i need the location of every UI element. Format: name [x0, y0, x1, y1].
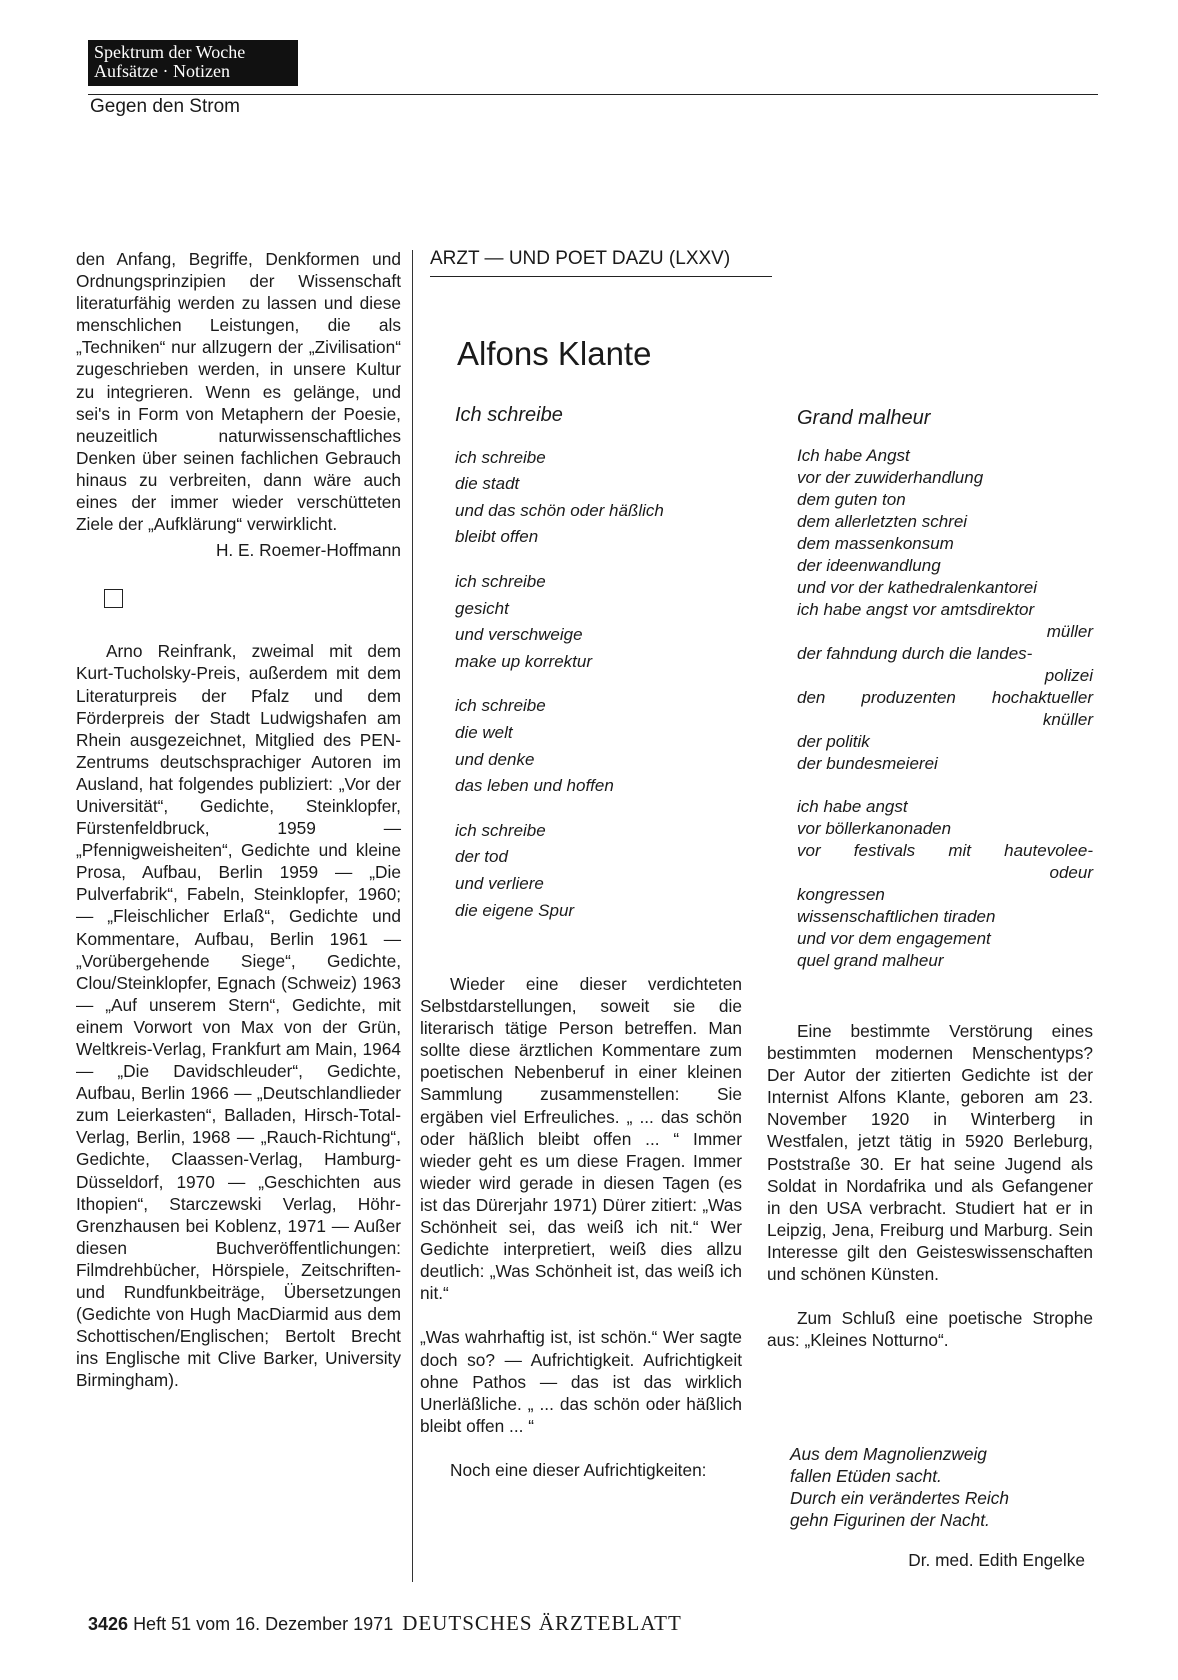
poem1-stanza [455, 445, 745, 551]
section-label [88, 40, 298, 86]
poem-grand-malheur [797, 407, 1093, 993]
poem-line: vor festivals mit hautevolee- [797, 841, 1093, 860]
poem-line: ich schreibe [455, 571, 546, 591]
closing-line: Aus dem Magnolienzweig [790, 1444, 987, 1464]
poem-line: der politik [797, 732, 870, 751]
poem1-title: Ich schreibe [455, 404, 563, 426]
left-paragraph-2: Arno Reinfrank, zweimal mit dem Kurt-Tucholsky-Preis, außerdem mit dem Literaturpreis der Pfalz und dem Förderpreis der Stadt Ludwigshafen am Rhein ausgezeichnet, Mitglied des PEN-Zentrums deutschsprachiger Autoren im Ausland, hat folgendes publiziert: „Vor der Universität“, Gedichte, Steinklopfer, Fürstenfeldbruck, 1959 — „Pfennigweisheiten“, Gedichte und kleine Prosa, Aufbau, Berlin 1959 — „Die Pulverfabrik“, Fabeln, Steinklopfer, 1960; — „Fleischlicher Erlaß“, Gedichte und Kommentare, Aufbau, Berlin 1961 — „Vorübergehende Siege“, Gedichte, Clou/Steinklopfer, Egnach (Schweiz) 1963 — „Auf unserem Stern“, Gedichte, mit einem Vorwort von Max von der Grün, Weltkreis-Verlag, Frankfurt am Main, 1964 — „Die Davidschleuder“, Gedichte, Aufbau, Berlin 1966 — „Deutschlandlieder zum Leierkasten“, Balladen, Hirsch-Total-Verlag, Berlin, 1968 — „Rauch-Richtung“, Gedichte, Claassen-Verlag, Hamburg-Düsseldorf, 1970 — „Geschichten aus Ithopien“, Starczewski Verlag, Höhr-Grenzhausen bei Koblenz, 1971 — Außer diesen Buchveröffentlichungen: Filmdrehbücher, Hörspiele, Zeitschriften- und Rundfunkbeiträge, Übersetzungen (Gedichte von Hugh MacDiarmid aus dem Schottischen/Englischen; Bertolt Brecht ins Englische mit Clive Barker, University Birmingham). [76, 641, 401, 1391]
poem-line: und verliere [455, 873, 544, 893]
middle-paragraph-2: „Was wahrhaftig ist, ist schön.“ Wer sagte doch so? — Aufrichtigkeit. Aufrichtigkeit ohne Pathos — das ist das wirklich Unerläßliche. „ ... das schön oder häßlich bleibt offen ... “ [420, 1327, 742, 1436]
poem1-stanza [455, 693, 745, 799]
closing-line: gehn Figurinen der Nacht. [790, 1510, 990, 1531]
poem-line: vor der zuwiderhandlung [797, 468, 984, 487]
poem2-stanza [797, 796, 1093, 972]
right-paragraph-2: Zum Schluß eine poetische Strophe aus: „Kleines Notturno“. [767, 1308, 1093, 1351]
left-signature: H. E. Roemer-Hoffmann [215, 540, 401, 561]
middle-column [420, 973, 742, 1503]
poem-line: polizei [1044, 666, 1093, 685]
right-paragraph-1: Eine bestimmte Verstörung eines bestimmten modernen Menschentyps? Der Autor der zitierten Gedichte ist der Internist Alfons Klante, geboren am 23. November 1920 in Winterberg in Westfalen, jetzt tätig in 5920 Berleburg, Poststraße 30. Er hat seine Jugend als Soldat in Nordafrika und als Gefangener in den USA verbracht. Studiert hat er in Leipzig, Jena, Freiburg und Marburg. Sein Interesse gilt den Geisteswissenschaften und schönen Künsten. [767, 1021, 1093, 1285]
left-paragraph-1: den Anfang, Begriffe, Denkformen und Ordnungsprinzipien der Wissenschaft literaturfähig werden zu lassen und diese menschlichen Leistungen, die als „Techniken“ nur allzugern der „Zivilisation“ zugeschrieben werden, in unsere Kultur zu integrieren. Wenn es gelänge, und sei's in Form von Metaphern der Poesie, neuzeitlich naturwissenschaftliches Denken über seinen fachlichen Gebrauch hinaus zu verbreiten, dann wäre auch eines der immer wieder verschütteten Ziele der „Aufklärung“ verwirklicht. [76, 249, 401, 535]
poem-line: dem guten ton [797, 490, 906, 509]
poem-line: den produzenten hochaktueller [797, 688, 1093, 707]
middle-paragraph-1: Wieder eine dieser verdichteten Selbstdarstellungen, soweit sie die literarisch tätige Person betreffen. Man sollte diese ärztlichen Kommentare zum poetischen Nebenberuf in einer kleinen Sammlung zusammenstellen: Sie ergäben viel Erfreuliches. „ ... das schön oder häßlich bleibt offen ... “ Immer wieder geht es um diese Fragen. Immer wieder wird gerade in diesen Tagen (es ist das Dürerjahr 1971) Dürer zitiert: „Was Schönheit sei, das weiß ich nit.“ Wer Gedichte interpretiert, weiß dies allzu deutlich: „Was Schönheit ist, das weiß ich nit.“ [420, 974, 742, 1304]
poem-line: quel grand malheur [797, 951, 944, 970]
poem-line: die stadt [455, 474, 520, 494]
poem-line: und verschweige [455, 625, 583, 645]
header-rule [88, 94, 1098, 95]
poem2-title: Grand malheur [797, 407, 931, 429]
end-mark-box [104, 589, 123, 608]
poem-line: müller [1046, 622, 1093, 641]
poem-line: bleibt offen [455, 527, 539, 547]
page-number: 3426 [88, 1614, 129, 1634]
poem-line: knüller [1042, 710, 1093, 729]
right-signature: Dr. med. Edith Engelke [908, 1550, 1085, 1570]
header-subtitle: Gegen den Strom [90, 96, 240, 117]
poem-line: wissenschaftlichen tiraden [797, 907, 996, 926]
series-title: ARZT — UND POET DAZU (LXXV) [430, 248, 772, 277]
poem-line: der fahndung durch die landes- [797, 644, 1033, 663]
poem-line: und vor dem engagement [797, 929, 991, 948]
poem-line: kongressen [797, 885, 885, 904]
poem1-stanza [455, 818, 745, 924]
poem-line: ich schreibe [455, 820, 546, 840]
poem-line: ich schreibe [455, 696, 546, 716]
poem-line: der ideenwandlung [797, 556, 941, 575]
poem-line: gesicht [455, 598, 509, 618]
poem-ich-schreibe [455, 402, 745, 942]
poem-line: die eigene Spur [455, 900, 575, 920]
poem-line: make up korrektur [455, 651, 592, 671]
poem-line: der bundesmeierei [797, 754, 938, 773]
author-name: Alfons Klante [457, 335, 652, 372]
poem-line: odeur [1049, 863, 1093, 882]
section-label-line2: Aufsätze · Notizen [94, 61, 230, 81]
poem-line: ich habe angst vor amtsdirektor [797, 600, 1035, 619]
section-label-line1: Spektrum der Woche [94, 42, 246, 62]
closing-line: Durch ein verändertes Reich [790, 1488, 1010, 1509]
right-column [767, 1020, 1093, 1373]
poem-line: und das schön oder häßlich [455, 500, 664, 520]
poem-line: ich schreibe [455, 447, 546, 467]
poem-line: das leben und hoffen [455, 776, 614, 796]
poem-line: Ich habe Angst [797, 446, 910, 465]
poem-line: dem allerletzten schrei [797, 512, 968, 531]
left-column [76, 248, 401, 1392]
poem-line: der tod [455, 847, 508, 867]
poem-line: die welt [455, 722, 513, 742]
poem2-stanza [797, 445, 1093, 775]
magazine-name: DEUTSCHES ÄRZTEBLATT [402, 1611, 682, 1635]
middle-paragraph-3: Noch eine dieser Aufrichtigkeiten: [450, 1459, 707, 1480]
issue-info: Heft 51 vom 16. Dezember 1971 [133, 1614, 394, 1634]
poem-line: dem massenkonsum [797, 534, 954, 553]
closing-stanza [790, 1443, 1090, 1531]
poem-line: und vor der kathedralenkantorei [797, 578, 1038, 597]
poem-line: vor böllerkanonaden [797, 819, 952, 838]
poem-line: und denke [455, 749, 535, 769]
page-footer [88, 1611, 682, 1636]
column-divider [412, 250, 413, 1582]
poem1-stanza [455, 569, 745, 675]
poem-line: ich habe angst [797, 797, 908, 816]
closing-line: fallen Etüden sacht. [790, 1466, 942, 1487]
